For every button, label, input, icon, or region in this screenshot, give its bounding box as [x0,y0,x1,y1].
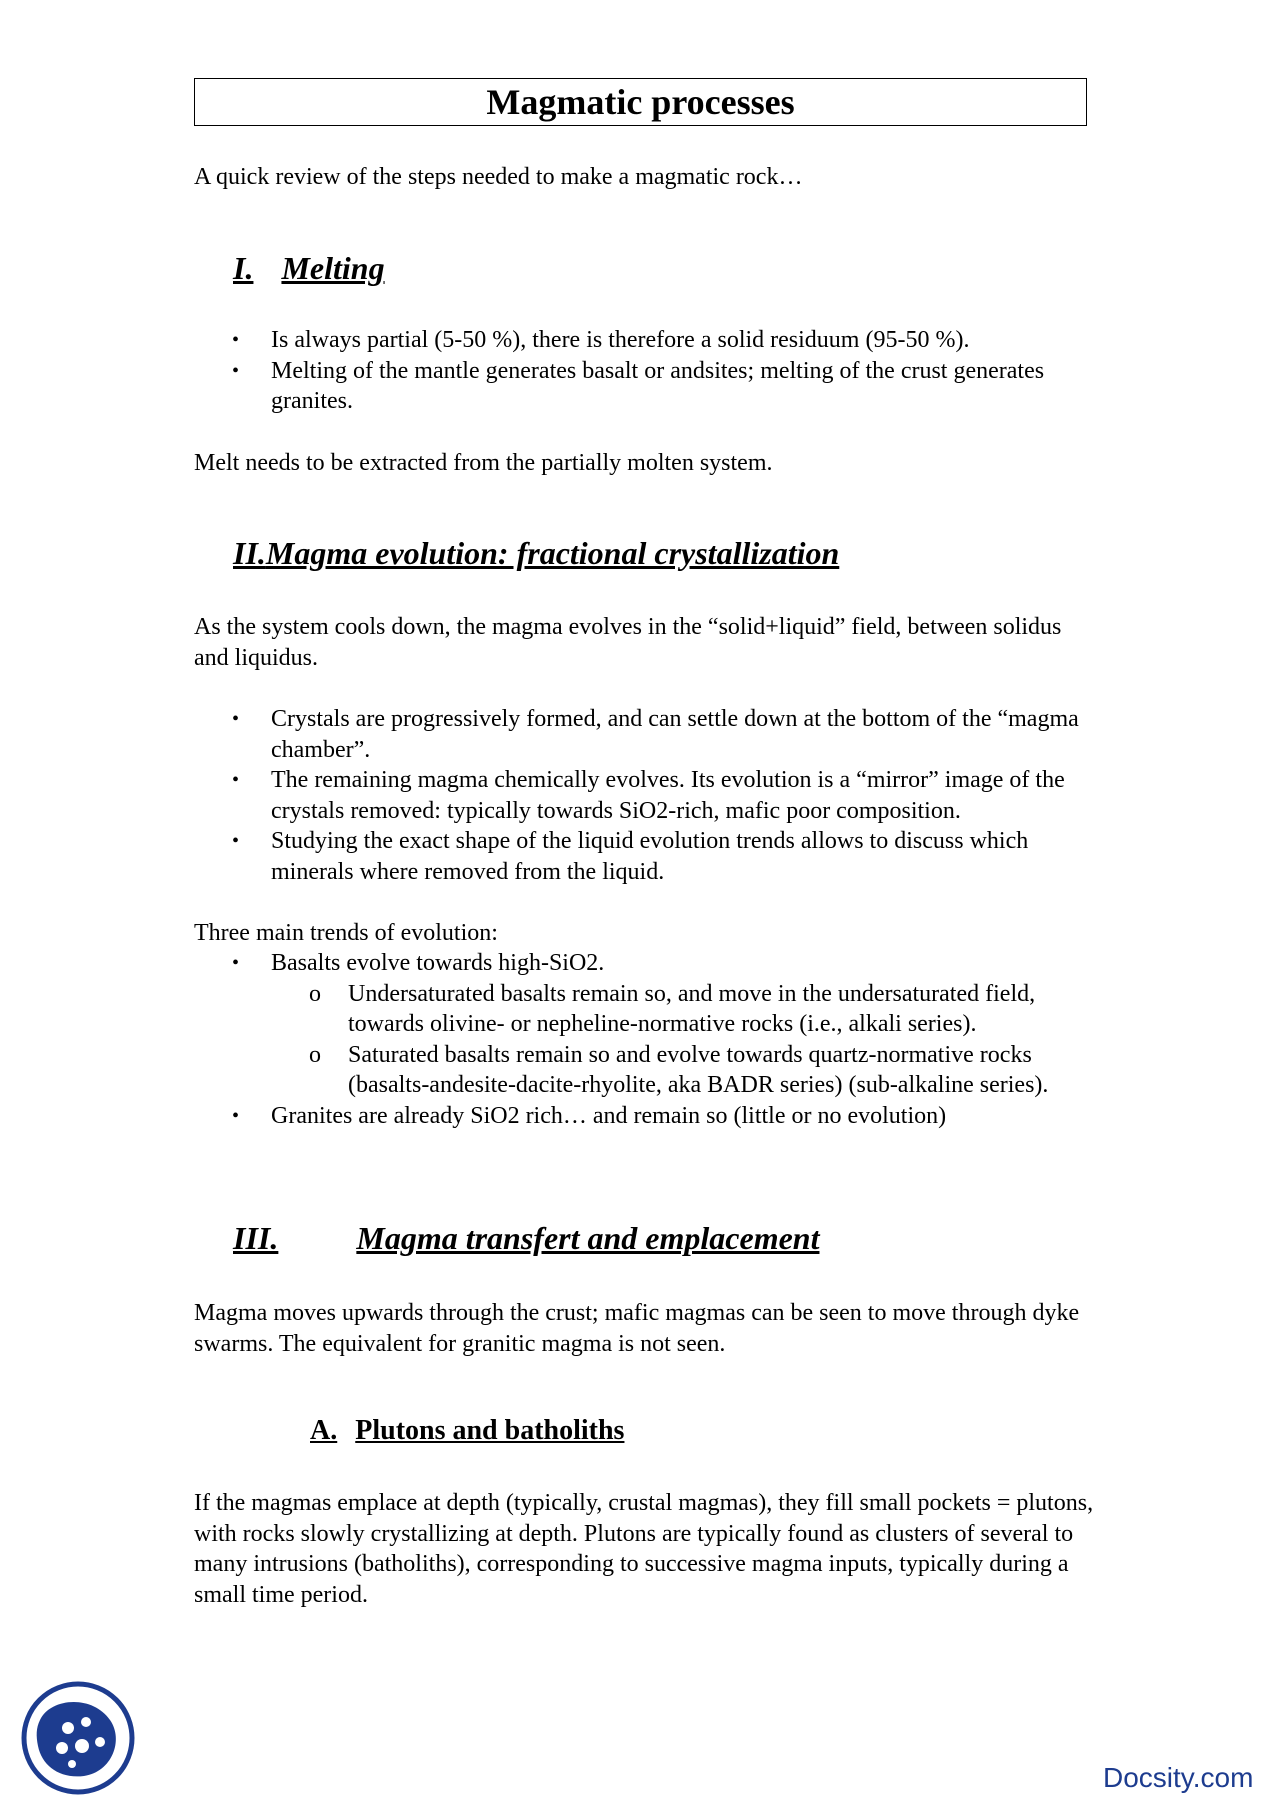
list-item: • Melting of the mantle generates basalt or andsites; melting of the crust generates granites. [232,357,1045,414]
section-heading-melting [233,250,385,286]
plutons-paragraph: If the magmas emplace at depth (typically, crustal magmas), they fill small pockets = plutons, with rocks slowly crystallizing at depth. Plutons are typically found as clusters of several to many intrusions (batholiths), corresponding to successive magma inputs, typically during a small time period. [194,1490,1094,1608]
section-title: Magma evolution: fractional crystallization [265,535,840,571]
sub-bullet-icon: o [309,980,321,1007]
section-heading-magma-transfert [233,1220,819,1256]
trends-list [194,948,1094,1131]
bullet-icon: • [232,1104,240,1127]
bullet-icon: • [232,830,240,852]
section-heading-magma-evolution [233,535,839,571]
brand-link[interactable]: Docsity.com [1103,1762,1254,1793]
trends-intro: Three main trends of evolution: [194,920,498,946]
intro-paragraph: A quick review of the steps needed to make a magmatic rock… [194,164,803,190]
section-title: Melting [281,250,385,286]
list-item: • Is always partial (5-50 %), there is therefore a solid residuum (95-50 %). [194,325,1094,356]
list-item: • Basalts evolve towards high-SiO2. o Undersaturated basalts remain so, and move in the undersaturated field, towards olivine- or nepheline-normative rocks (i.e., alkali series). o Saturated basalts remain so and evolve towards quartz-normative rocks (basalts-andesite-dacite-rhyolite, aka BADR series) (sub-alkaline series). [194,948,1094,1101]
subsection-title: Plutons and batholiths [355,1415,625,1446]
list-item: o Undersaturated basalts remain so, and move in the undersaturated field, towards olivine- or nepheline-normative rocks (i.e., alkali series). [309,980,1036,1037]
bullet-icon: • [232,329,240,351]
melting-bullet-list [194,325,1094,417]
evolution-paragraph: As the system cools down, the magma evolves in the “solid+liquid” field, between solidus and liquidus. [194,614,1062,671]
list-item: o Saturated basalts remain so and evolve towards quartz-normative rocks (basalts-andesite-dacite-rhyolite, aka BADR series) (sub-alkaline series). [309,1041,1049,1098]
melting-after-paragraph: Melt needs to be extracted from the partially molten system. [194,450,773,476]
section-number: III. [233,1220,279,1256]
list-item: • Granites are already SiO2 rich… and remain so (little or no evolution) [194,1101,1094,1132]
subsection-number: A. [310,1415,338,1446]
list-item: • Studying the exact shape of the liquid evolution trends allows to discuss which minerals where removed from the liquid. [232,828,1029,885]
list-item: • Crystals are progressively formed, and can settle down at the bottom of the “magma chamber”. [232,706,1079,763]
section-number: I. [233,250,254,286]
evolution-bullet-list [194,704,1094,887]
bullet-icon: • [232,359,240,382]
section-number: II. [233,535,266,571]
page-title: Magmatic processes [486,82,795,122]
title-box [194,78,1087,126]
list-item: • The remaining magma chemically evolves. Its evolution is a “mirror” image of the crystals removed: typically towards SiO2-rich, mafic poor composition. [232,767,1065,824]
sub-bullet-icon: o [309,1041,321,1068]
subsection-heading-plutons [310,1415,624,1447]
bullet-icon: • [232,769,240,791]
bullet-icon: • [232,952,240,974]
docsity-logo-icon [20,1680,136,1796]
bullet-icon: • [232,708,240,730]
trend-sub-list [271,979,1094,1101]
section-title: Magma transfert and emplacement [356,1220,820,1256]
transfert-paragraph: Magma moves upwards through the crust; mafic magmas can be seen to move through dyke swarms. The equivalent for granitic magma is not seen. [194,1300,1080,1357]
